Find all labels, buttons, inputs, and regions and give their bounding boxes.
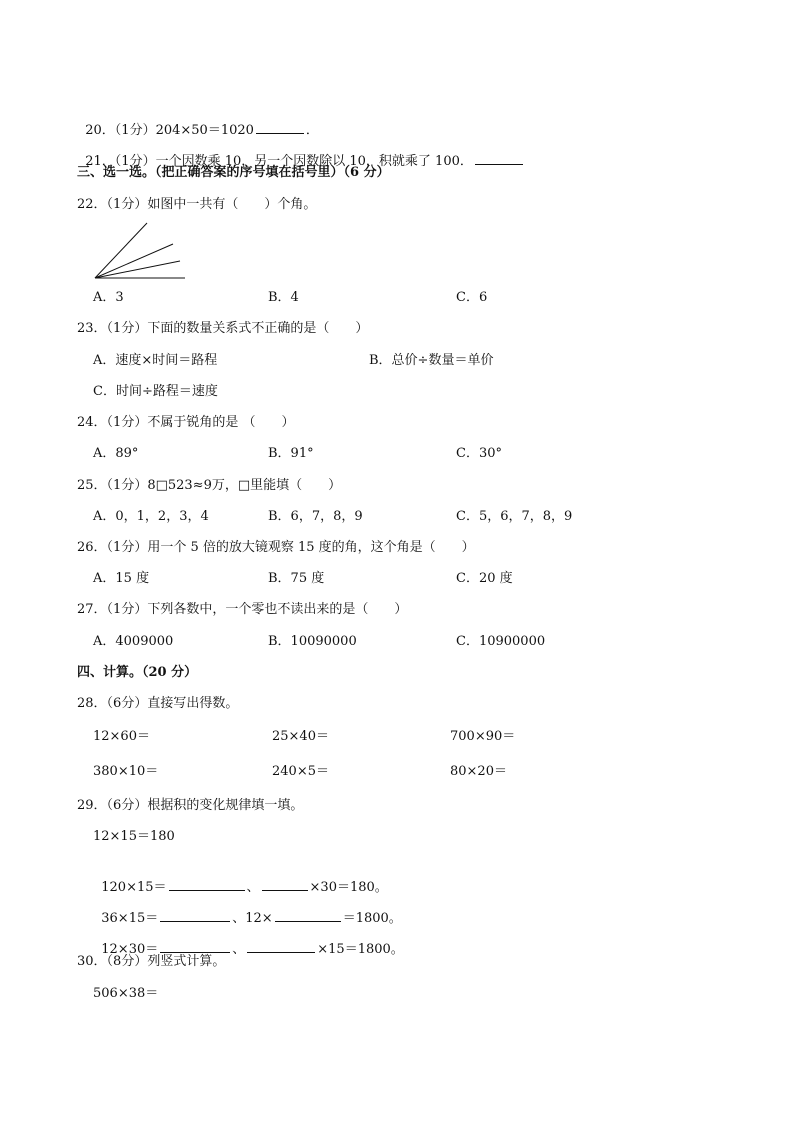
option-b[interactable]: B．6，7，8，9 [268, 509, 363, 524]
answer-blank[interactable] [256, 120, 304, 134]
calc-item: 12×60＝ [93, 729, 150, 744]
fill-line-3-sep: 、 [232, 942, 246, 957]
given-equation: 12×15＝180 [93, 829, 175, 844]
answer-blank[interactable] [275, 908, 341, 922]
ray-line [95, 223, 147, 278]
question-22-stem: 22．（1分）如图中一共有（ ）个角。 [77, 197, 317, 212]
calc-item: 80×20＝ [450, 764, 507, 779]
option-a[interactable]: A．速度×时间＝路程 [93, 353, 218, 368]
answer-blank[interactable] [160, 939, 230, 953]
question-28-stem: 28．（6分）直接写出得数。 [77, 696, 239, 711]
question-21-text: 21．（1分）一个因数乘 10，另一个因数除以 10，积就乘了 100． [85, 154, 473, 169]
question-23-stem: 23．（1分）下面的数量关系式不正确的是（ ） [77, 321, 369, 336]
calc-item: 25×40＝ [272, 729, 329, 744]
fill-line-3-suffix: ×15＝1800。 [317, 942, 404, 957]
question-29-stem: 29．（6分）根据积的变化规律填一填。 [77, 798, 304, 813]
option-a[interactable]: A．89° [93, 446, 139, 461]
calc-item: 700×90＝ [450, 729, 516, 744]
answer-blank[interactable] [475, 151, 523, 165]
section-4-title: 四、计算。（20 分） [77, 665, 198, 680]
question-24-stem: 24．（1分）不属于锐角的是 （ ） [77, 415, 295, 430]
option-b[interactable]: B．91° [268, 446, 314, 461]
fill-line-2-prefix: 36×15＝ [101, 911, 159, 926]
answer-blank[interactable] [169, 877, 245, 891]
ray-line [95, 244, 173, 278]
option-b[interactable]: B．75 度 [268, 571, 325, 586]
fill-line-3-prefix: 12×30＝ [101, 942, 159, 957]
calc-item: 380×10＝ [93, 764, 159, 779]
calc-item: 506×38＝ [93, 986, 159, 1001]
option-c[interactable]: C．5，6，7，8，9 [456, 509, 573, 524]
fill-line-2-suffix: ＝1800。 [342, 911, 402, 926]
question-30-stem: 30．（8分）列竖式计算。 [77, 954, 226, 969]
answer-blank[interactable] [160, 908, 230, 922]
option-b[interactable]: B．10090000 [268, 634, 357, 649]
question-25-stem: 25．（1分）8□523≈9万，□里能填（ ） [77, 478, 342, 493]
option-b[interactable]: B．4 [268, 290, 299, 305]
question-26-stem: 26．（1分）用一个 5 倍的放大镜观察 15 度的角，这个角是（ ） [77, 540, 475, 555]
option-c[interactable]: C．10900000 [456, 634, 546, 649]
fill-line-1-prefix: 120×15＝ [101, 880, 167, 895]
option-a[interactable]: A．15 度 [93, 571, 150, 586]
question-20-tail: ． [305, 123, 319, 138]
option-b[interactable]: B．总价÷数量＝单价 [369, 353, 494, 368]
section-3-title: 三、选一选。（把正确答案的序号填在括号里）（6 分） [77, 165, 390, 180]
ray-line [95, 261, 180, 278]
fill-line-1-sep: 、 [246, 880, 260, 895]
option-a[interactable]: A．0，1，2，3，4 [93, 509, 209, 524]
answer-blank[interactable] [262, 877, 308, 891]
angles-figure [90, 218, 190, 284]
question-27-stem: 27．（1分）下列各数中，一个零也不读出来的是（ ） [77, 602, 408, 617]
answer-blank[interactable] [247, 939, 315, 953]
option-a[interactable]: A．4009000 [93, 634, 174, 649]
fill-line-2-sep: 、12× [232, 911, 273, 926]
option-c[interactable]: C．30° [456, 446, 502, 461]
calc-item: 240×5＝ [272, 764, 329, 779]
option-c[interactable]: C．6 [456, 290, 488, 305]
option-c[interactable]: C．20 度 [456, 571, 513, 586]
fill-line-1-suffix: ×30＝180。 [309, 880, 388, 895]
option-a[interactable]: A．3 [93, 290, 124, 305]
question-20-text: 20．（1分）204×50＝1020 [85, 123, 254, 138]
option-c[interactable]: C．时间÷路程＝速度 [93, 384, 218, 399]
